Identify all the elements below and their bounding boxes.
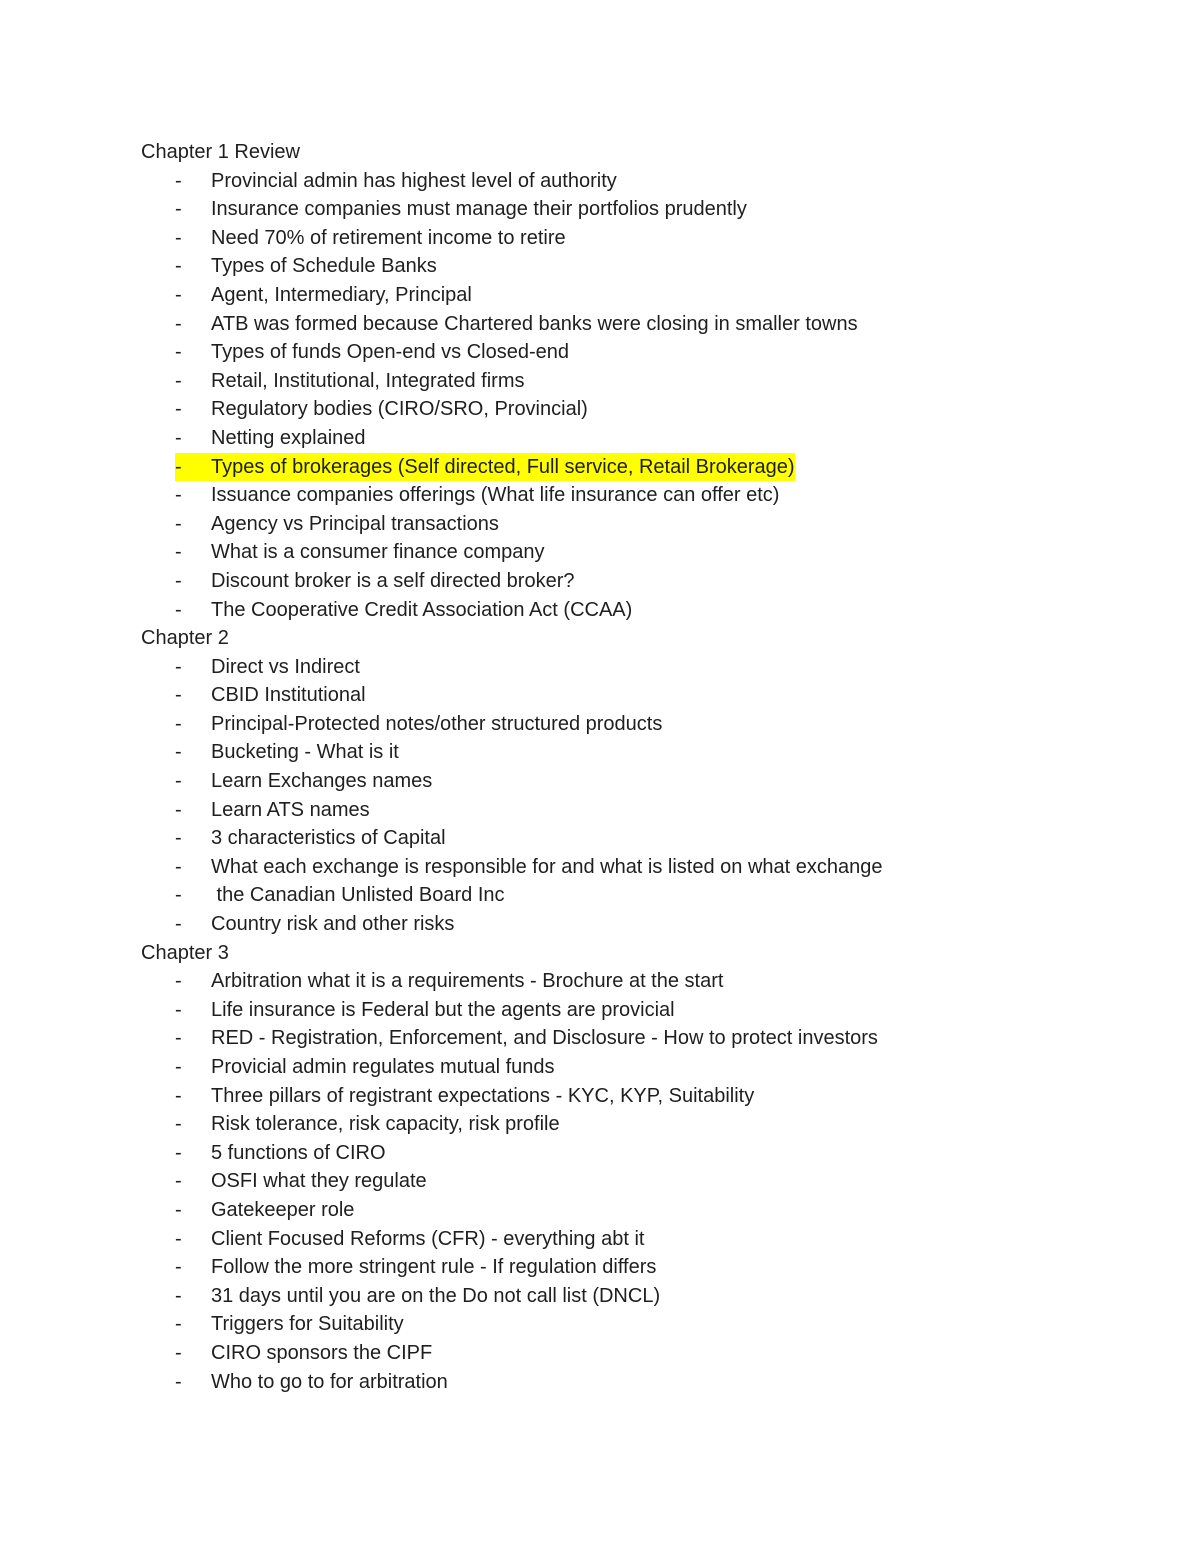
list-item-text: Regulatory bodies (CIRO/SRO, Provincial): [211, 398, 588, 421]
chapter-item-list: [141, 967, 1101, 1396]
list-item-text: CBID Institutional: [211, 684, 366, 707]
list-item: [141, 167, 1101, 196]
list-item: [141, 310, 1101, 339]
list-item-text: Principal-Protected notes/other structured products: [211, 712, 663, 735]
chapter-section: [141, 138, 1101, 624]
list-item-text: Agent, Intermediary, Principal: [211, 283, 472, 306]
bullet-dash: -: [175, 369, 182, 392]
bullet-dash: -: [175, 741, 182, 764]
bullet-dash: -: [175, 426, 182, 449]
list-item-text: Triggers for Suitability: [211, 1313, 404, 1336]
bullet-dash: -: [175, 255, 182, 278]
list-item: [141, 738, 1101, 767]
list-item-text: Provicial admin regulates mutual funds: [211, 1056, 555, 1078]
list-item-text: CIRO sponsors the CIPF: [211, 1341, 433, 1364]
bullet-dash: -: [175, 541, 182, 564]
bullet-dash: -: [175, 484, 182, 507]
list-item: [141, 195, 1101, 224]
bullet-dash: -: [175, 341, 182, 364]
bullet-dash: -: [175, 1141, 182, 1164]
bullet-dash: -: [175, 398, 182, 421]
list-item-text: RED - Registration, Enforcement, and Disclosure - How to protect investors: [211, 1027, 878, 1050]
list-item: [141, 910, 1101, 939]
list-item: [141, 481, 1101, 510]
list-item-text: Insurance companies must manage their portfolios prudently: [211, 198, 747, 221]
list-item-text: Who to go to for arbitration: [211, 1370, 448, 1393]
list-item-text: Learn Exchanges names: [211, 770, 433, 793]
list-item: [141, 1253, 1101, 1282]
bullet-dash: -: [175, 998, 182, 1021]
list-item: [141, 1139, 1101, 1168]
list-item-text: Types of brokerages (Self directed, Full service, Retail Brokerage): [211, 453, 795, 482]
list-item-text: Netting explained: [211, 426, 366, 449]
bullet-dash: -: [175, 1027, 182, 1050]
list-item-text: Provincial admin has highest level of authority: [211, 169, 617, 192]
list-item: [141, 824, 1101, 853]
list-item: [141, 1110, 1101, 1139]
list-item: [141, 853, 1101, 882]
list-item-text: Three pillars of registrant expectations - KYC, KYP, Suitability: [211, 1084, 755, 1107]
list-item: [141, 1024, 1101, 1053]
list-item: [141, 796, 1101, 825]
list-item: [141, 881, 1101, 910]
list-item: [141, 653, 1101, 682]
list-item: [141, 424, 1101, 453]
list-item-text: Arbitration what it is a requirements - Brochure at the start: [211, 970, 724, 993]
list-item: [141, 1167, 1101, 1196]
chapter-section: [141, 939, 1101, 1397]
bullet-dash: -: [175, 169, 182, 192]
list-item: [141, 1282, 1101, 1311]
list-item: [141, 681, 1101, 710]
list-item-text: Types of funds Open-end vs Closed-end: [211, 341, 569, 364]
list-item-text: The Cooperative Credit Association Act (CCAA): [211, 598, 633, 621]
list-item-text: Gatekeeper role: [211, 1198, 355, 1221]
bullet-dash: -: [175, 1084, 182, 1107]
bullet-dash: -: [175, 226, 182, 249]
bullet-dash: -: [175, 1056, 182, 1078]
list-item-text: Types of Schedule Banks: [211, 255, 437, 278]
list-item-text: Need 70% of retirement income to retire: [211, 226, 566, 249]
list-item: [141, 224, 1101, 253]
bullet-dash: -: [175, 884, 182, 907]
list-item-text: Issuance companies offerings (What life insurance can offer etc): [211, 484, 780, 507]
chapter-item-list: [141, 653, 1101, 939]
bullet-dash: -: [175, 198, 182, 221]
list-item-text: Bucketing - What is it: [211, 741, 399, 764]
list-item-text: Direct vs Indirect: [211, 655, 360, 678]
bullet-dash: -: [175, 453, 216, 482]
bullet-dash: -: [175, 1313, 182, 1336]
bullet-dash: -: [175, 770, 182, 793]
chapter-section: [141, 624, 1101, 939]
bullet-dash: -: [175, 1170, 182, 1193]
list-item-text: Retail, Institutional, Integrated firms: [211, 369, 525, 392]
list-item: [141, 510, 1101, 539]
bullet-dash: -: [175, 655, 182, 678]
bullet-dash: -: [175, 1341, 182, 1364]
bullet-dash: -: [175, 1284, 182, 1307]
list-item-text: Life insurance is Federal but the agents are provicial: [211, 998, 675, 1021]
bullet-dash: -: [175, 283, 182, 306]
list-item: [141, 367, 1101, 396]
bullet-dash: -: [175, 1113, 182, 1136]
chapter-heading: Chapter 3: [141, 941, 229, 964]
list-item-text: Discount broker is a self directed broker?: [211, 569, 575, 592]
chapter-heading: Chapter 2: [141, 627, 229, 650]
bullet-dash: -: [175, 855, 182, 878]
list-item: [141, 1310, 1101, 1339]
list-item-text: Client Focused Reforms (CFR) - everything abt it: [211, 1227, 645, 1250]
list-item: [141, 281, 1101, 310]
list-item: [141, 538, 1101, 567]
bullet-dash: -: [175, 512, 182, 535]
list-item: [141, 1196, 1101, 1225]
bullet-dash: -: [175, 798, 182, 821]
list-item: [141, 252, 1101, 281]
list-item: [141, 996, 1101, 1025]
list-item: [141, 567, 1101, 596]
list-item-text: Risk tolerance, risk capacity, risk profile: [211, 1113, 560, 1136]
list-item: [141, 710, 1101, 739]
bullet-dash: -: [175, 712, 182, 735]
list-item-text: 31 days until you are on the Do not call list (DNCL): [211, 1284, 661, 1307]
list-item: [141, 967, 1101, 996]
bullet-dash: -: [175, 569, 182, 592]
list-item-text: 5 functions of CIRO: [211, 1141, 386, 1164]
list-item-text: the Canadian Unlisted Board Inc: [211, 884, 505, 907]
list-item: [141, 1339, 1101, 1368]
list-item: [141, 1225, 1101, 1254]
document-body: [141, 138, 1101, 1396]
list-item-text: OSFI what they regulate: [211, 1170, 427, 1193]
bullet-dash: -: [175, 684, 182, 707]
list-item-text: 3 characteristics of Capital: [211, 827, 446, 850]
list-item: [141, 1053, 1101, 1082]
list-item-text: Agency vs Principal transactions: [211, 512, 499, 535]
list-item-text: Follow the more stringent rule - If regulation differs: [211, 1256, 657, 1279]
bullet-dash: -: [175, 970, 182, 993]
list-item-text: Learn ATS names: [211, 798, 370, 821]
list-item: [141, 1082, 1101, 1111]
list-item: [141, 338, 1101, 367]
bullet-dash: -: [175, 1198, 182, 1221]
list-item-text: ATB was formed because Chartered banks were closing in smaller towns: [211, 312, 858, 335]
list-item-text: What is a consumer finance company: [211, 541, 545, 564]
bullet-dash: -: [175, 913, 182, 936]
chapter-heading: Chapter 1 Review: [141, 141, 300, 163]
list-item: [141, 596, 1101, 625]
bullet-dash: -: [175, 312, 182, 335]
list-item: [141, 395, 1101, 424]
bullet-dash: -: [175, 827, 182, 850]
list-item: [141, 767, 1101, 796]
list-item-text: What each exchange is responsible for and what is listed on what exchange: [211, 855, 883, 878]
bullet-dash: -: [175, 1256, 182, 1279]
bullet-dash: -: [175, 1370, 182, 1393]
list-item-highlighted: [141, 453, 1101, 482]
bullet-dash: -: [175, 1227, 182, 1250]
list-item-text: Country risk and other risks: [211, 913, 455, 936]
chapter-item-list: [141, 167, 1101, 625]
bullet-dash: -: [175, 598, 182, 621]
list-item: [141, 1368, 1101, 1397]
